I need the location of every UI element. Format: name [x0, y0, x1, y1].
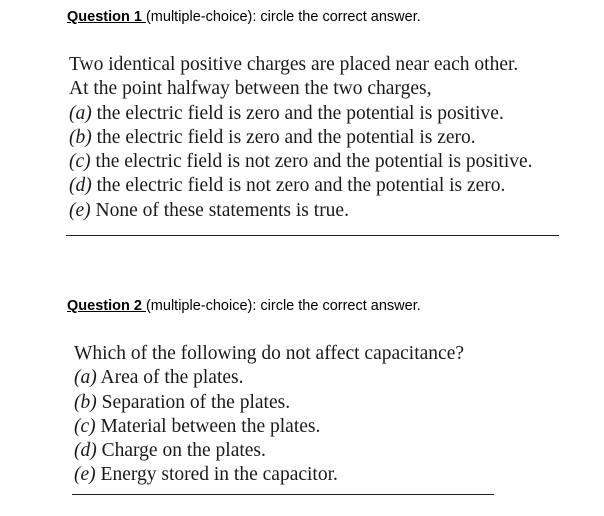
- option-text: None of these statements is true.: [90, 199, 349, 221]
- option-letter: (a): [74, 367, 97, 389]
- question-2-instruction: (multiple-choice): circle the correct answer.: [145, 298, 421, 314]
- option-text: the electric field is not zero and the potential is positive.: [90, 151, 533, 173]
- question-2-divider: [72, 494, 494, 495]
- option-letter: (d): [69, 175, 92, 197]
- option-text: the electric field is zero and the potential is zero.: [91, 126, 476, 148]
- question-1-stem-line: At the point halfway between the two charges,: [69, 78, 432, 100]
- question-2-heading: [67, 298, 421, 314]
- question-2-option-c[interactable]: [74, 415, 464, 439]
- option-letter: (e): [69, 199, 91, 221]
- question-2-stem-line: Which of the following do not affect capacitance?: [74, 343, 465, 364]
- question-1-option-a[interactable]: [69, 102, 533, 126]
- question-1-label: Question 1: [67, 9, 146, 25]
- option-letter: (c): [74, 415, 96, 437]
- option-letter: (b): [69, 126, 92, 148]
- option-text: Charge on the plates.: [96, 440, 266, 462]
- question-1-body: [69, 53, 533, 223]
- question-1-heading: [67, 9, 421, 25]
- question-1-stem-line: Two identical positive charges are placed near each other.: [69, 54, 519, 75]
- option-text: Area of the plates.: [96, 367, 244, 389]
- question-1-option-e[interactable]: [69, 199, 533, 223]
- option-letter: (e): [74, 464, 96, 486]
- question-1-instruction: (multiple-choice): circle the correct answer.: [145, 9, 421, 25]
- question-2-option-e[interactable]: [74, 463, 464, 487]
- question-2-label: Question 2: [67, 298, 146, 314]
- option-letter: (d): [74, 440, 97, 462]
- option-text: the electric field is not zero and the potential is zero.: [91, 175, 506, 197]
- option-letter: (c): [69, 151, 91, 173]
- question-2-option-a[interactable]: [74, 366, 464, 390]
- question-1-option-b[interactable]: [69, 126, 533, 150]
- option-text: Energy stored in the capacitor.: [95, 464, 338, 486]
- question-1-option-c[interactable]: [69, 150, 533, 174]
- question-2-body: [74, 342, 464, 488]
- question-1-divider: [66, 235, 559, 236]
- question-2-option-d[interactable]: [74, 439, 464, 463]
- option-text: the electric field is zero and the potential is positive.: [91, 102, 504, 124]
- question-1-option-d[interactable]: [69, 174, 533, 198]
- option-letter: (b): [74, 391, 97, 413]
- question-2-option-b[interactable]: [74, 391, 464, 415]
- option-letter: (a): [69, 102, 92, 124]
- option-text: Separation of the plates.: [96, 391, 291, 413]
- option-text: Material between the plates.: [95, 415, 321, 437]
